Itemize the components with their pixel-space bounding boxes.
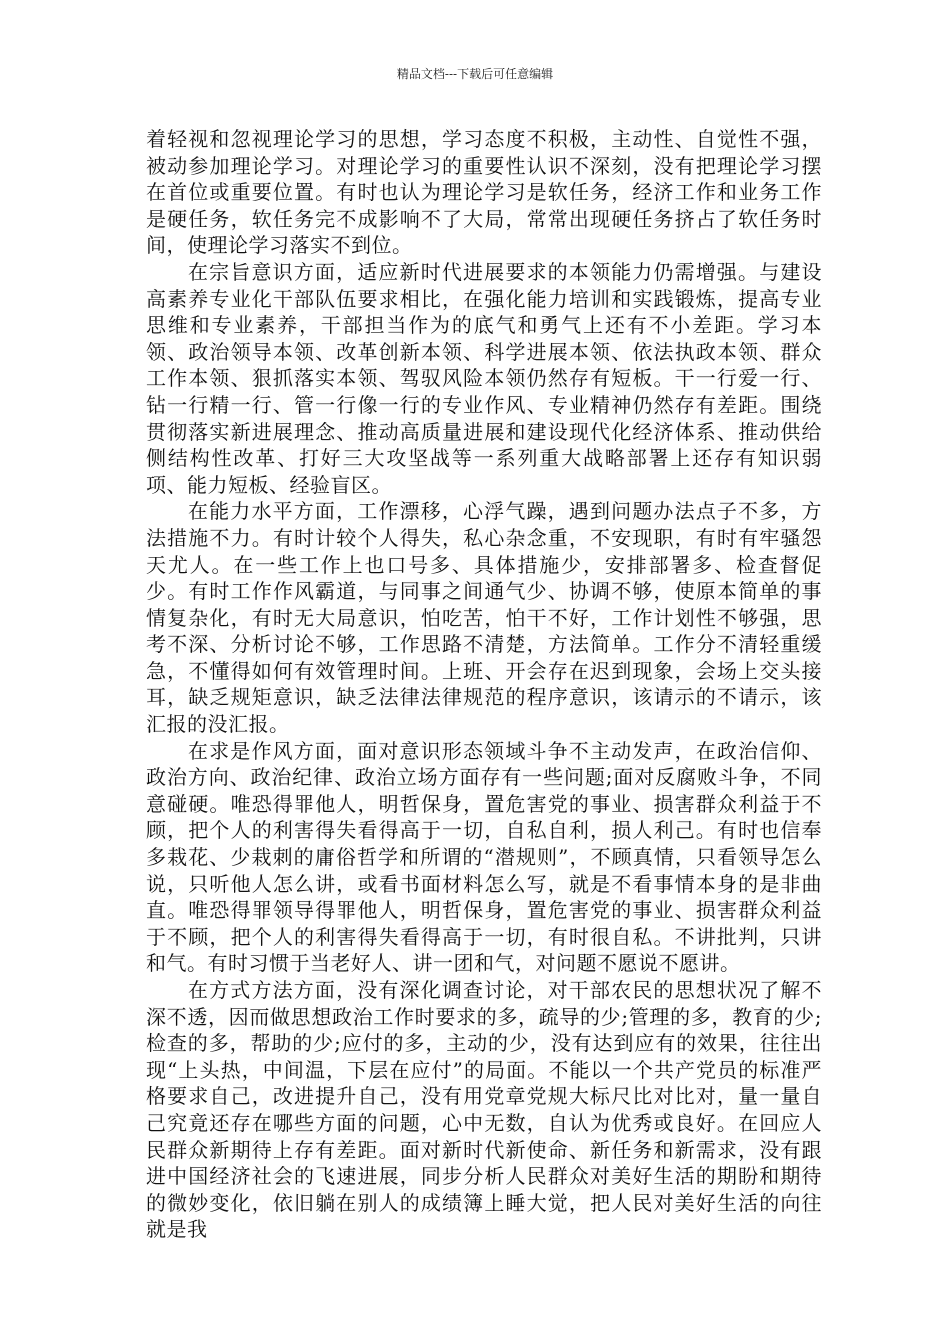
- paragraph-continued: 着轻视和忽视理论学习的思想，学习态度不积极，主动性、自觉性不强，被动参加理论学习。对理论学习的重要性认识不深刻，没有把理论学习摆在首位或重要位置。有时也认为理论学习是软任务，经济工作和业务工作是硬任务，软任务完不成影响不了大局，常常出现硬任务挤占了软任务时间，使理论学习落实不到位。: [146, 127, 822, 258]
- page-header: 精品文档---下载后可任意编辑: [396, 67, 554, 81]
- paragraph-work-style: 在求是作风方面，面对意识形态领域斗争不主动发声，在政治信仰、政治方向、政治纪律、政治立场方面存有一些问题;面对反腐败斗争，不同意碰硬。唯恐得罪他人，明哲保身，置危害党的事业、损害群众利益于不顾，把个人的利害得失看得高于一切，自私自利，损人利己。有时也信奉多栽花、少栽刺的庸俗哲学和所谓的“潜规则”，不顾真情，只看领导怎么说，只听他人怎么讲，或看书面材料怎么写，就是不看事情本身的是非曲直。唯恐得罪领导得罪他人，明哲保身，置危害党的事业、损害群众利益于不顾，把个人的利害得失看得高于一切，有时很自私。不讲批判，只讲和气。有时习惯于当老好人、讲一团和气，对问题不愿说不愿讲。: [146, 738, 822, 976]
- paragraph-methods: 在方式方法方面，没有深化调查讨论，对干部农民的思想状况了解不深不透，因而做思想政治工作时要求的多，疏导的少;管理的多，教育的少;检查的多，帮助的少;应付的多，主动的少，没有达到应有的效果，往往出现“上头热，中间温，下层在应付”的局面。不能以一个共产党员的标准严格要求自己，改进提升自己，没有用党章党规大标尺比对比对，量一量自己究竟还存在哪些方面的问题，心中无数，自认为优秀或良好。在回应人民群众新期待上存有差距。面对新时代新使命、新任务和新需求，没有跟进中国经济社会的飞速进展，同步分析人民群众对美好生活的期盼和期待的微妙变化，依旧躺在别人的成绩簿上睡大觉，把人民对美好生活的向往就是我: [146, 978, 822, 1242]
- document-body: [146, 126, 822, 1243]
- paragraph-ability-level: 在能力水平方面，工作漂移，心浮气躁，遇到问题办法点子不多，方法措施不力。有时计较个人得失，私心杂念重，不安现职，有时有牢骚怨天尤人。在一些工作上也口号多、具体措施少，安排部署多、检查督促少。有时工作作风霸道，与同事之间通气少、协调不够，使原本简单的事情复杂化，有时无大局意识，怕吃苦，怕干不好，工作计划性不够强，思考不深、分析讨论不够，工作思路不清楚，方法简单。工作分不清轻重缓急，不懂得如何有效管理时间。上班、开会存在迟到现象，会场上交头接耳，缺乏规矩意识，缺乏法律法律规范的程序意识，该请示的不请示，该汇报的没汇报。: [146, 499, 822, 737]
- paragraph-purpose-awareness: 在宗旨意识方面，适应新时代进展要求的本领能力仍需增强。与建设高素养专业化干部队伍要求相比，在强化能力培训和实践锻炼，提高专业思维和专业素养，干部担当作为的底气和勇气上还有不小差距。学习本领、政治领导本领、改革创新本领、科学进展本领、依法执政本领、群众工作本领、狠抓落实本领、驾驭风险本领仍然存有短板。干一行爱一行、钻一行精一行、管一行像一行的专业作风、专业精神仍然存有差距。围绕贯彻落实新进展理念、推动高质量进展和建设现代化经济体系、推动供给侧结构性改革、打好三大攻坚战等一系列重大战略部署上还存有知识弱项、能力短板、经验盲区。: [146, 259, 822, 497]
